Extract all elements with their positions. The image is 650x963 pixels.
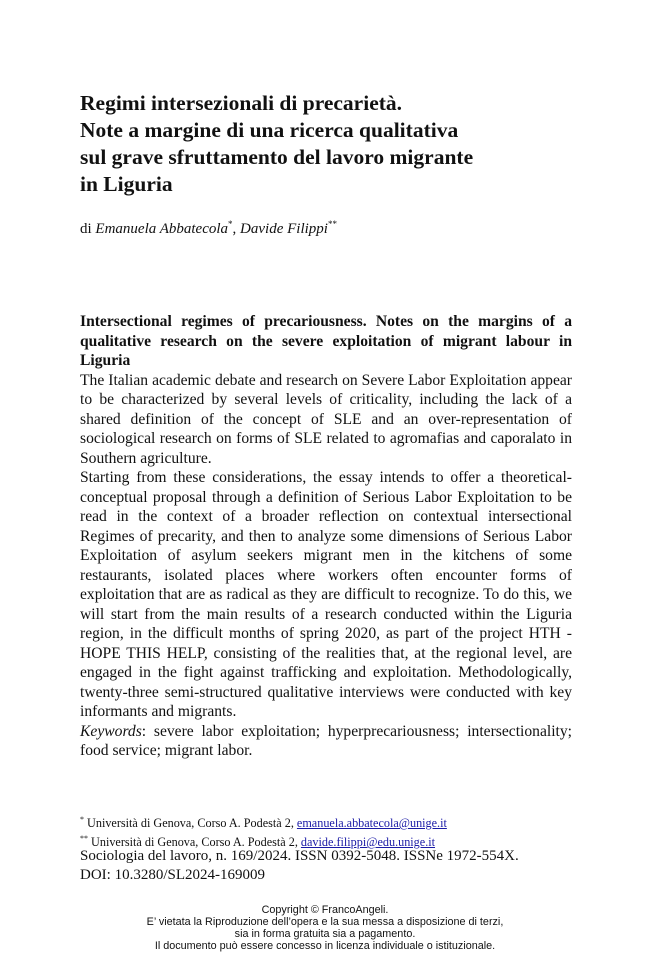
title-line: in Liguria [80, 172, 173, 196]
abstract-paragraph: Starting from these considerations, the essay intends to offer a theoretical-conceptual proposal through a definition of Serious Labor Exploitation to be read in the context of a broader reflection on contextual intersectional Regimes of precarity, and then to analyze some dimensions of Serious Labor Exploitation of asylum seekers migrant men in the kitchens of some restaurants, isolated places where workers often encounter forms of exploitation that are as radical as they are difficult to recognize. To do this, we will start from the main results of a research conducted within the Liguria region, in the difficult months of spring 2020, as part of the project HTH - HOPE THIS HELP, consisting of the realities that, at the regional level, are engaged in the fight against trafficking and exploitation. Methodologically, twenty-three semi-structured qualitative interviews were conducted with key informants and migrants. [80, 469, 572, 720]
email-link[interactable]: emanuela.abbatecola@unige.it [296, 816, 447, 831]
abstract-heading: Intersectional regimes of precariousness. Notes on the margins of a qualitative research on the severe exploitation of migrant labour in Liguria [80, 313, 572, 369]
footnotes [80, 812, 447, 850]
author-footnote-mark[interactable]: ** [327, 219, 337, 229]
copyright-line: E’ vietata la Riproduzione dell’opera e la sua messa a disposizione di terzi, [146, 916, 504, 928]
abstract [80, 312, 572, 761]
author-byline [80, 219, 337, 238]
email-link[interactable]: davide.filippi@edu.unige.it [300, 835, 436, 850]
copyright-line: sia in forma gratuita sia a pagamento. [234, 928, 416, 940]
byline-prefix: di [80, 221, 96, 237]
copyright-line: Copyright © FrancoAngeli. [261, 904, 389, 916]
abstract-paragraph: The Italian academic debate and research on Severe Labor Exploitation appear to be characterized by several levels of criticality, including the lack of a shared definition of the concept of SLE and an over-representation of sociological research on forms of SLE related to agromafias and caporalato in Southern agriculture. [80, 371, 572, 467]
title-line: sul grave sfruttamento del lavoro migrante [80, 145, 474, 169]
author-footnote-mark[interactable]: * [228, 219, 233, 229]
journal-citation [80, 847, 519, 884]
author-name: Davide Filippi [240, 221, 328, 237]
footnote-mark: * [80, 815, 84, 824]
footnote-affiliation: Università di Genova, Corso A. Podestà 2, [88, 835, 301, 850]
footnote-mark: ** [80, 834, 88, 844]
citation-issn: Sociologia del lavoro, n. 169/2024. ISSN 0392-5048. ISSNe 1972-554X. [80, 848, 519, 864]
keywords-label: Keywords [80, 722, 142, 740]
keywords [80, 722, 572, 761]
footnote-affiliation: Università di Genova, Corso A. Podestà 2, [84, 816, 297, 831]
keywords-list: : severe labor exploitation; hyperprecariousness; intersectionality; food service; migrant labor. [80, 722, 572, 759]
author-separator: , [232, 221, 241, 237]
copyright-line: Il documento può essere concesso in licenza individuale o istituzionale. [154, 940, 496, 952]
title-line: Note a margine di una ricerca qualitativa [80, 118, 459, 142]
citation-doi: DOI: 10.3280/SL2024-169009 [80, 866, 265, 883]
copyright-notice [0, 904, 650, 952]
author-name: Emanuela Abbatecola [95, 221, 229, 237]
footnote [80, 812, 447, 831]
article-title [80, 90, 580, 198]
title-line: Regimi intersezionali di precarietà. [80, 91, 403, 115]
